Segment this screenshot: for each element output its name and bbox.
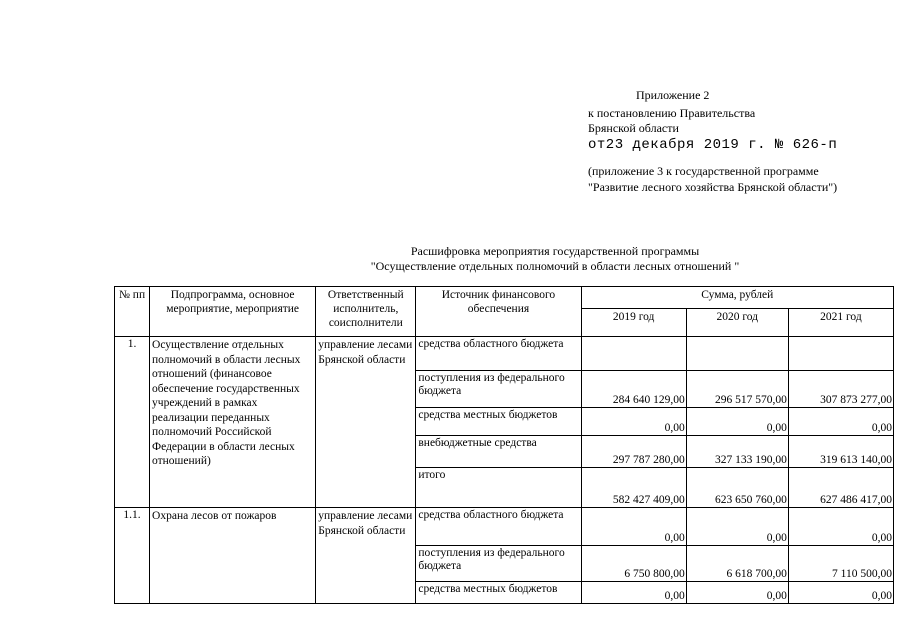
appendix-line-1: к постановлению Правительства xyxy=(588,105,756,120)
value-2021: 7 110 500,00 xyxy=(788,546,893,582)
value-2019: 297 787 280,00 xyxy=(581,436,686,468)
value-2020: 0,00 xyxy=(686,582,788,604)
title-line-2: "Осуществление отдельных полномочий в области лесных отношений " xyxy=(370,259,740,273)
source-name: внебюджетные средства xyxy=(416,436,581,468)
value-2020: 6 618 700,00 xyxy=(686,546,788,582)
value-2019: 6 750 800,00 xyxy=(581,546,686,582)
value-2019: 0,00 xyxy=(581,582,686,604)
value-2019: 0,00 xyxy=(581,508,686,546)
value-2020: 0,00 xyxy=(686,408,788,436)
document-title xyxy=(340,244,770,274)
appendix-heading: Приложение 2 xyxy=(636,88,710,102)
table-row xyxy=(115,337,894,371)
source-name: средства местных бюджетов xyxy=(416,582,581,604)
value-2019: 0,00 xyxy=(581,408,686,436)
appendix-date: от23 декабря 2019 г. № 626-п xyxy=(588,136,838,153)
value-2020: 623 650 760,00 xyxy=(686,468,788,508)
row-executor: управление лесами Брянской области xyxy=(316,337,416,508)
title-line-1: Расшифровка мероприятия государственной программы xyxy=(410,244,700,258)
row-program: Охрана лесов от пожаров xyxy=(150,508,316,604)
row-number: 1.1. xyxy=(115,508,150,604)
table-row xyxy=(115,508,894,546)
appendix-paren-1: (приложение 3 к государственной программе xyxy=(588,164,819,178)
value-2021: 0,00 xyxy=(788,408,893,436)
header-program: Подпрограмма, основное мероприятие, мероприятие xyxy=(150,287,316,337)
value-2020: 296 517 570,00 xyxy=(686,371,788,408)
header-executor: Ответственный исполнитель, соисполнители xyxy=(316,287,416,337)
header-2019: 2019 год xyxy=(581,309,686,337)
value-2020 xyxy=(686,337,788,371)
row-executor: управление лесами Брянской области xyxy=(316,508,416,604)
value-2021: 319 613 140,00 xyxy=(788,436,893,468)
source-name: поступления из федерального бюджета xyxy=(416,371,581,408)
value-2021 xyxy=(788,337,893,371)
header-2020: 2020 год xyxy=(686,309,788,337)
value-2020: 327 133 190,00 xyxy=(686,436,788,468)
header-sum: Сумма, рублей xyxy=(581,287,893,309)
appendix-line-2: Брянской области xyxy=(588,121,679,135)
source-name-total: итого xyxy=(416,468,581,508)
source-name: средства местных бюджетов xyxy=(416,408,581,436)
value-2021: 0,00 xyxy=(788,582,893,604)
value-2021: 307 873 277,00 xyxy=(788,371,893,408)
funding-table xyxy=(114,286,894,604)
source-name: средства областного бюджета xyxy=(416,508,581,546)
value-2021: 627 486 417,00 xyxy=(788,468,893,508)
header-source: Источник финансового обеспечения xyxy=(416,287,581,337)
header-num: № пп xyxy=(115,287,150,337)
row-program: Осуществление отдельных полномочий в области лесных отношений (финансовое обеспечение государственных учреждений в рамках реализации переданных полномочий Российской Федерации в области лесных отношений) xyxy=(150,337,316,508)
value-2019: 284 640 129,00 xyxy=(581,371,686,408)
value-2019: 582 427 409,00 xyxy=(581,468,686,508)
value-2020: 0,00 xyxy=(686,508,788,546)
header-2021: 2021 год xyxy=(788,309,893,337)
source-name: средства областного бюджета xyxy=(416,337,581,371)
source-name: поступления из федерального бюджета xyxy=(416,546,581,582)
row-number: 1. xyxy=(115,337,150,508)
appendix-paren-2: "Развитие лесного хозяйства Брянской области") xyxy=(588,179,838,194)
value-2019 xyxy=(581,337,686,371)
value-2021: 0,00 xyxy=(788,508,893,546)
appendix-block xyxy=(588,88,837,195)
